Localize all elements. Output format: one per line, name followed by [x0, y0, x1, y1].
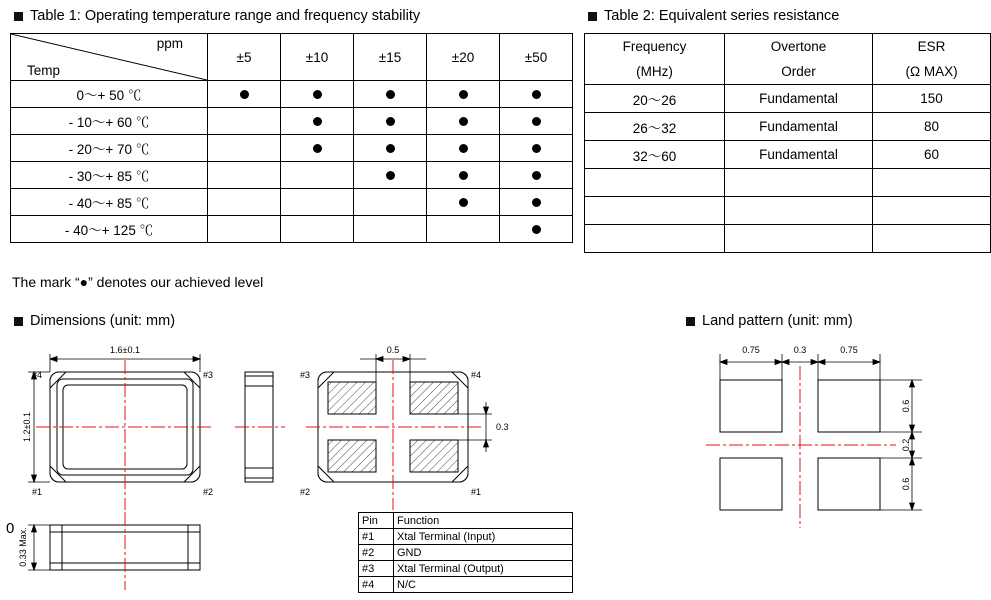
table2-header-1-line2: Order	[781, 64, 816, 79]
table1-cell-1-3	[427, 108, 500, 135]
table-row-header	[585, 34, 991, 85]
table-row	[359, 529, 573, 545]
table2-heading	[588, 8, 839, 24]
pad-gap-label: 0.3	[496, 422, 509, 432]
table1-cell-5-2	[354, 216, 427, 243]
table-row	[11, 162, 573, 189]
land-center-gap-label: 0.2	[901, 438, 911, 452]
mark-dot-icon	[459, 144, 468, 153]
table1-row-3-temp: - 30～+ 85 ℃	[11, 162, 208, 189]
table-row	[11, 81, 573, 108]
pin-row-1-function: GND	[394, 545, 573, 561]
pin3-label-top: #3	[203, 370, 214, 380]
bullet-square-icon	[14, 12, 23, 21]
mark-dot-icon	[313, 90, 322, 99]
table1-col-0: ±5	[208, 34, 281, 81]
table2-cell-0-freq: 20～26	[585, 85, 725, 113]
table1-row-4-temp: - 40～+ 85 ℃	[11, 189, 208, 216]
pin-header-function: Function	[394, 513, 573, 529]
dim-width-label: 1.6±0.1	[110, 345, 140, 355]
land-pattern-heading-text: Land pattern (unit: mm)	[702, 313, 853, 329]
table2-header-1-line1: Overtone	[770, 39, 827, 54]
dimensions-heading	[14, 313, 175, 329]
mark-dot-icon	[532, 117, 541, 126]
table2-cell-3-order	[724, 169, 872, 197]
table1-cell-3-4	[500, 162, 573, 189]
table-row	[359, 577, 573, 593]
table1-col-1: ±10	[281, 34, 354, 81]
table2-header-0	[585, 34, 725, 85]
table1-cell-4-2	[354, 189, 427, 216]
table1-cell-1-0	[208, 108, 281, 135]
pin-function-table	[358, 512, 573, 593]
table-row	[585, 169, 991, 197]
mark-dot-icon	[386, 144, 395, 153]
table1-cell-5-1	[281, 216, 354, 243]
table2-cell-4-freq	[585, 197, 725, 225]
mark-dot-icon	[459, 90, 468, 99]
table2-cell-2-order: Fundamental	[724, 141, 872, 169]
land-gap-label: 0.3	[793, 345, 807, 355]
land-right-pad-label: 0.75	[840, 345, 858, 355]
table1-cell-5-4	[500, 216, 573, 243]
table2-cell-2-esr: 60	[873, 141, 991, 169]
pin2-label-top: #2	[203, 487, 214, 497]
table1-cell-2-3	[427, 135, 500, 162]
pin4-label-bottom: #4	[471, 370, 482, 380]
table2-heading-text: Table 2: Equivalent series resistance	[604, 8, 840, 24]
pin-row-2-pin: #3	[359, 561, 394, 577]
pin-row-3-function: N/C	[394, 577, 573, 593]
table1-cell-4-3	[427, 189, 500, 216]
table1-cell-2-0	[208, 135, 281, 162]
land-pad-height-top-label: 0.6	[901, 399, 911, 413]
pin3-label-bottom: #3	[300, 370, 311, 380]
bullet-square-icon	[14, 317, 23, 326]
table1-cell-0-1	[281, 81, 354, 108]
pin4-label-top: #4	[32, 370, 43, 380]
bullet-square-icon	[588, 12, 597, 21]
table1-row-label: Temp	[27, 63, 61, 78]
pin-row-0-pin: #1	[359, 529, 394, 545]
table2-cell-5-order	[724, 225, 872, 253]
mark-dot-icon	[386, 90, 395, 99]
table1-cell-3-1	[281, 162, 354, 189]
table1-cell-4-0	[208, 189, 281, 216]
table1-col-3: ±20	[427, 34, 500, 81]
table1-col-4: ±50	[500, 34, 573, 81]
table1-cell-3-0	[208, 162, 281, 189]
table-row	[585, 197, 991, 225]
table-row	[11, 135, 573, 162]
table1-corner-cell	[11, 34, 208, 81]
table2-cell-1-freq: 26～32	[585, 113, 725, 141]
mark-dot-icon	[313, 144, 322, 153]
mark-dot-icon	[532, 90, 541, 99]
table2-cell-0-esr: 150	[873, 85, 991, 113]
table1-cell-5-3	[427, 216, 500, 243]
table-row	[585, 225, 991, 253]
table1-heading	[14, 8, 420, 24]
mark-dot-icon	[532, 198, 541, 207]
table-row	[11, 189, 573, 216]
table-row	[359, 561, 573, 577]
table1-row-1-temp: - 10～+ 60 ℃	[11, 108, 208, 135]
dim-height-label: 1.2±0.1	[22, 412, 32, 442]
table-row-header	[359, 513, 573, 529]
table1-cell-3-2	[354, 162, 427, 189]
table1-cell-1-4	[500, 108, 573, 135]
table2-cell-2-freq: 32～60	[585, 141, 725, 169]
table2-cell-4-order	[724, 197, 872, 225]
table2-cell-4-esr	[873, 197, 991, 225]
table-equivalent-series-resistance	[584, 33, 991, 253]
table2-cell-3-freq	[585, 169, 725, 197]
table2-cell-5-esr	[873, 225, 991, 253]
mark-dot-icon	[386, 171, 395, 180]
pin-header-pin: Pin	[359, 513, 394, 529]
table2-cell-0-order: Fundamental	[724, 85, 872, 113]
table2-header-0-line1: Frequency	[622, 39, 687, 54]
table1-cell-0-2	[354, 81, 427, 108]
table1-cell-2-4	[500, 135, 573, 162]
table2-header-1	[724, 34, 872, 85]
table2-header-2-line1: ESR	[917, 39, 946, 54]
zero-label: 0	[6, 520, 15, 537]
land-pattern-drawing	[660, 340, 980, 570]
mark-dot-icon	[459, 198, 468, 207]
table1-cell-0-0	[208, 81, 281, 108]
table-row	[11, 216, 573, 243]
table2-cell-3-esr	[873, 169, 991, 197]
pad-width-label: 0.5	[386, 345, 400, 355]
table1-cell-1-1	[281, 108, 354, 135]
mark-dot-icon	[532, 144, 541, 153]
table-row	[585, 85, 991, 113]
pin1-label-top: #1	[32, 487, 43, 497]
table2-cell-1-order: Fundamental	[724, 113, 872, 141]
table-row	[585, 141, 991, 169]
dim-thickness-label: 0.33 Max.	[18, 527, 28, 567]
table1-col-label: ppm	[156, 36, 183, 51]
table1-col-2: ±15	[354, 34, 427, 81]
mark-dot-icon	[532, 171, 541, 180]
table1-cell-5-0	[208, 216, 281, 243]
table2-cell-1-esr: 80	[873, 113, 991, 141]
table2-cell-5-freq	[585, 225, 725, 253]
table1-cell-4-1	[281, 189, 354, 216]
table-row	[359, 545, 573, 561]
dimensions-heading-text: Dimensions (unit: mm)	[30, 313, 176, 329]
land-left-pad-label: 0.75	[742, 345, 760, 355]
land-pad-height-bottom-label: 0.6	[901, 477, 911, 491]
bullet-square-icon	[686, 317, 695, 326]
mark-note: The mark “●” denotes our achieved level	[12, 274, 264, 290]
table-row-header	[11, 34, 573, 81]
table2-header-2-line2: (Ω MAX)	[905, 64, 958, 79]
table2-header-0-line2: (MHz)	[636, 64, 673, 79]
table-row	[11, 108, 573, 135]
land-pattern-heading	[686, 313, 853, 329]
table1-heading-text: Table 1: Operating temperature range and frequency stability	[30, 8, 421, 24]
pin-row-1-pin: #2	[359, 545, 394, 561]
table1-row-5-temp: - 40～+ 125 ℃	[11, 216, 208, 243]
pin-row-0-function: Xtal Terminal (Input)	[394, 529, 573, 545]
table1-cell-2-2	[354, 135, 427, 162]
pin-row-2-function: Xtal Terminal (Output)	[394, 561, 573, 577]
table1-cell-0-3	[427, 81, 500, 108]
table1-cell-2-1	[281, 135, 354, 162]
table1-cell-4-4	[500, 189, 573, 216]
table1-row-0-temp: 0～+ 50 ℃	[11, 81, 208, 108]
table-row	[585, 113, 991, 141]
mark-dot-icon	[532, 225, 541, 234]
mark-dot-icon	[240, 90, 249, 99]
pin2-label-bottom: #2	[300, 487, 311, 497]
mark-dot-icon	[386, 117, 395, 126]
pin-row-3-pin: #4	[359, 577, 394, 593]
table1-cell-0-4	[500, 81, 573, 108]
table-operating-temperature	[10, 33, 573, 243]
table1-cell-1-2	[354, 108, 427, 135]
table2-header-2	[873, 34, 991, 85]
mark-dot-icon	[313, 117, 322, 126]
table1-cell-3-3	[427, 162, 500, 189]
pin1-label-bottom: #1	[471, 487, 482, 497]
table1-row-2-temp: - 20～+ 70 ℃	[11, 135, 208, 162]
mark-dot-icon	[459, 117, 468, 126]
mark-dot-icon	[459, 171, 468, 180]
